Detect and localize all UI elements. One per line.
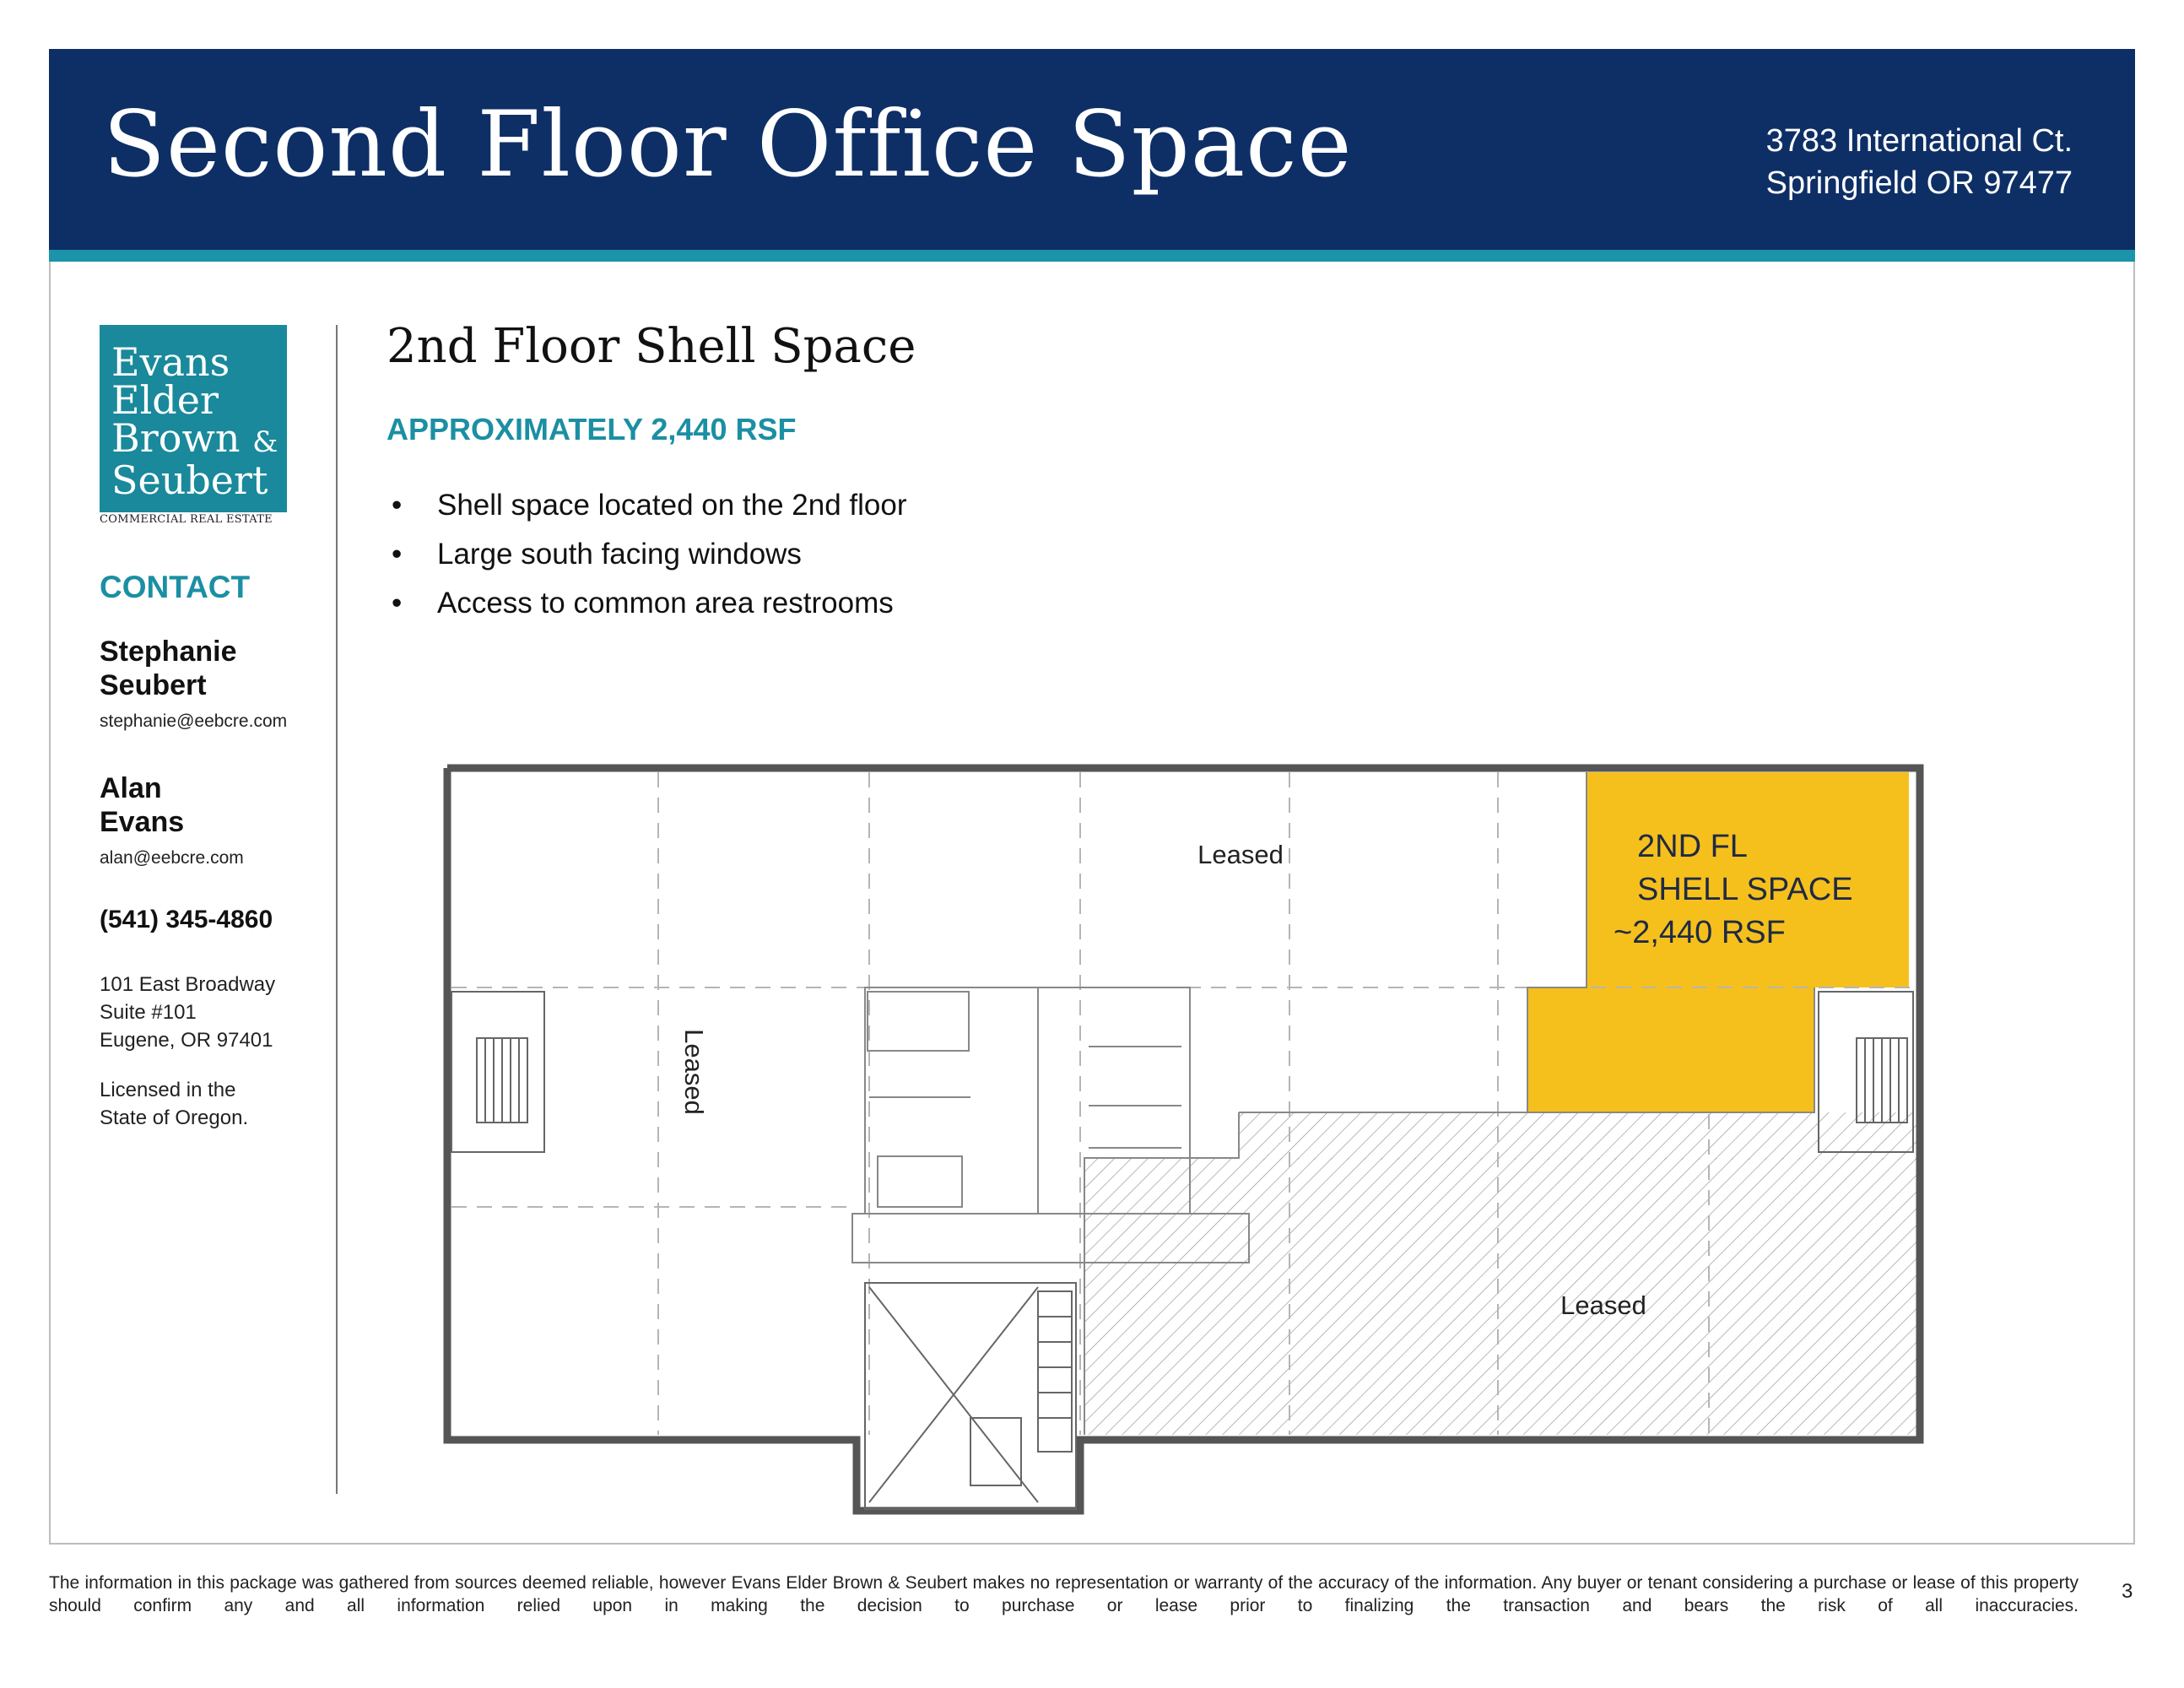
license-line: State of Oregon. bbox=[100, 1106, 249, 1129]
address-line-2: Springfield OR 97477 bbox=[1765, 165, 2073, 201]
office-address-line: Suite #101 bbox=[100, 1001, 197, 1024]
feature-text: Access to common area restrooms bbox=[437, 587, 894, 619]
contact-phone[interactable]: (541) 345-4860 bbox=[100, 906, 273, 933]
page-title: Second Floor Office Space bbox=[103, 92, 1353, 197]
logo-word-brown: Brown bbox=[111, 415, 241, 461]
contact-last-name: Evans bbox=[100, 806, 185, 838]
shell-space-label-line3: ~2,440 RSF bbox=[1614, 915, 1786, 950]
property-address bbox=[1766, 120, 2073, 204]
section-title: 2nd Floor Shell Space bbox=[387, 319, 916, 374]
leased-label-south: Leased bbox=[1560, 1290, 1646, 1320]
leased-area-hatched bbox=[1084, 1158, 1922, 1435]
leased-label-west: Leased bbox=[679, 1029, 709, 1115]
contact-name bbox=[100, 635, 236, 702]
office-address-line: Eugene, OR 97401 bbox=[100, 1029, 273, 1052]
header-accent-rule bbox=[49, 250, 2135, 262]
logo-line-evans: Evans bbox=[111, 339, 230, 385]
bullet-icon: • bbox=[392, 538, 403, 571]
feature-item bbox=[387, 579, 907, 628]
legal-disclaimer: The information in this package was gathered from sources deemed reliable, however Evans Elder Brown & Seubert makes no representation or warranty of the accuracy of the information. Any buyer or tenant considering a purchase or lease of this property should confirm any and all information relied upon in making the decision to purchase or lease prior to finalizing the transaction and bears the risk of all inaccuracies. bbox=[49, 1573, 2079, 1615]
logo-ampersand: & bbox=[252, 425, 278, 459]
page-number: 3 bbox=[2122, 1580, 2133, 1603]
rsf-subtitle: APPROXIMATELY 2,440 RSF bbox=[387, 412, 797, 446]
contact-email-link[interactable]: stephanie@eebcre.com bbox=[100, 711, 288, 731]
central-staircase bbox=[865, 1283, 1076, 1509]
logo-subtitle: COMMERCIAL REAL ESTATE bbox=[100, 513, 273, 526]
contact-last-name: Seubert bbox=[100, 669, 207, 701]
west-staircase bbox=[451, 992, 544, 1152]
floor-plan bbox=[430, 755, 1949, 1525]
contact-first-name: Stephanie bbox=[100, 636, 237, 668]
feature-list bbox=[387, 481, 907, 628]
contact-first-name: Alan bbox=[100, 772, 162, 804]
office-address-line: 101 East Broadway bbox=[100, 973, 276, 996]
sidebar-divider bbox=[336, 325, 338, 1494]
shell-space-label-line2: SHELL SPACE bbox=[1637, 872, 1853, 907]
license-line: Licensed in the bbox=[100, 1079, 236, 1101]
logo-line-brown bbox=[111, 415, 287, 462]
feature-text: Shell space located on the 2nd floor bbox=[437, 489, 907, 522]
feature-item bbox=[387, 481, 907, 530]
contact-email-link[interactable]: alan@eebcre.com bbox=[100, 848, 244, 868]
contact-heading: CONTACT bbox=[100, 570, 251, 604]
bullet-icon: • bbox=[392, 587, 403, 619]
feature-text: Large south facing windows bbox=[437, 538, 802, 571]
address-line-1: 3783 International Ct. bbox=[1765, 123, 2073, 159]
contact-name bbox=[100, 771, 184, 839]
feature-item bbox=[387, 530, 907, 579]
bullet-icon: • bbox=[392, 489, 403, 522]
logo-line-seubert: Seubert bbox=[111, 457, 268, 503]
logo-line-elder: Elder bbox=[111, 377, 219, 423]
license-note bbox=[100, 1076, 248, 1132]
leased-label-north: Leased bbox=[1197, 840, 1284, 869]
shell-space-label-line1: 2ND FL bbox=[1637, 829, 1748, 864]
office-address bbox=[100, 971, 275, 1054]
company-logo bbox=[100, 325, 287, 512]
